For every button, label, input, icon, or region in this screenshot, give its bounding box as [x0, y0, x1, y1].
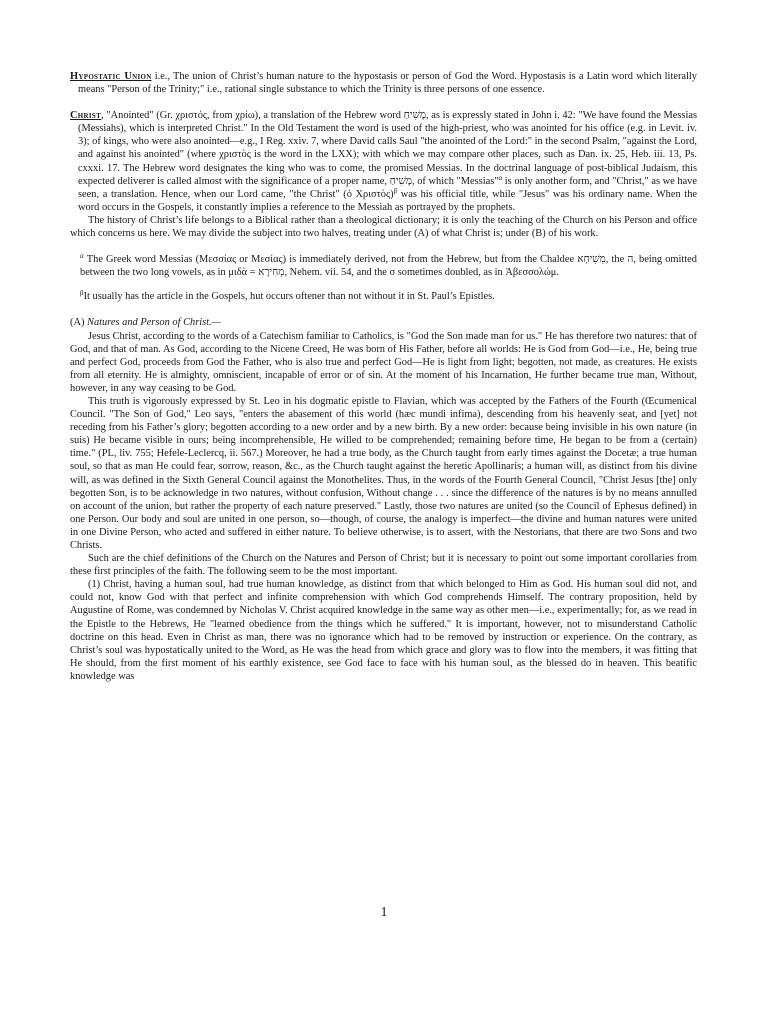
- footnote-ref: β: [393, 186, 398, 195]
- entry-heading: Christ: [70, 110, 102, 122]
- paragraph: (1) Christ, having a human soul, had true human knowledge, as distinct from that which belonged to Him as God. His human soul did not, and could not, know God with that perfect and infinite comprehension with which God comprehends Himself. The contrary proposition, held by Augustine of Rome, was condemned by Nicholas V. Christ acquired knowledge in the same way as other men—i.e., experimentally; for, as we read in the Epistle to the Hebrews, He "learned obedience from the things which he suffered." It is important, however, not to misunderstand Catholic doctrine on this head. Even in Christ as man, there was no ignorance which had to be removed by instruction or experience. On the contrary, as Christ’s soul was hypostatically united to the Word, as He was the head from which grace and glory was to flow into the members, it was fitting that He should, from the first moment of his earthly existence, see God face to face with his human soul, as the blessed do in heaven. This beatific knowledge was: [70, 579, 697, 682]
- footnote-text: The Greek word Messias (Μεσσίας or Μεσίας) is immediately derived, not from the Hebrew, but from the Chaldee מְשִׁיחָא, the ה, being omitted between the two long vowels, as in μιδὰ = מְחִירָא, Nehem. vii. 54, and the σ sometimes doubled, as in Ἀβεσσολώμ.: [80, 254, 697, 279]
- entry-heading: Hypostatic Union: [70, 71, 152, 82]
- entry-text: was his official title, while "Jesus" was his ordinary name. When the word occurs in the Gospels, it constantly implies a reference to the Messiah as portrayed by the prophets.: [78, 188, 697, 213]
- entry-christ: [70, 109, 697, 214]
- paragraph: Jesus Christ, according to the words of a Catechism familiar to Catholics, is "God the Son made man for us." He has therefore two natures: that of God, and that of man. As God, according to the Nicene Creed, He was born of His Father, before all worlds: He is God from God—i.e., He, being true and perfect God, proceeds from God the Father, who is also true and perfect God—He is light from light; begotten, not made, as creatures. He exists from all eternity. He is almighty, omniscient, incapable of error or of sin. At the moment of his Incarnation, He further became true man, Without, however, in any way ceasing to be God.: [70, 330, 697, 394]
- document-page: [70, 70, 697, 683]
- entry-hypostatic-union: [70, 70, 697, 96]
- entry-text: , "Anointed" (Gr. χριστός, from χρίω), a translation of the Hebrew word מָשִׁיחַ, as is expressly stated in John i. 42: "We have found the Messias (Messiahs), which is interpreted Christ." In the Old Testament the word is used of the high-priest, who was anointed for his office (e.g. in Levit. iv. 3); of kings, who were also anointed—e.g., I Reg. xxiv. 7, where David calls Saul "the anointed of the Lord:" in the second Psalm, "against the Lord, and against his anointed" (where χριστὸς is the word in the LXX); with which we may compare other places, such as Dan. ix. 25, Heb. iii. 13, Ps. cxxxi. 17. The Hebrew word designates the king who was to come, the promised Messias. In the doctrinal language of post-biblical Judaism, this expected deliverer is called almost with the significance of a proper name, מָשִׁיחַ, of which "Messias": [78, 110, 697, 187]
- footnote-mark: β: [80, 289, 84, 298]
- footnote-alpha: [70, 253, 697, 279]
- paragraph: This truth is vigorously expressed by St. Leo in his dogmatic epistle to Flavian, which was accepted by the Fathers of the Fourth (Œcumenical Council. "The Son of God," Leo says, "enters the abasement of this world (hæc mundi infima), descending from his heavenly seat, and [yet] not receding from his Father’s glory; begotten according to a new order and by a new birth. By a new order: because being invisible in his own nature (in suis) He became visible in ours; being incomprehensible, He willed to be comprehended; remaining before time, He began to be from a (certain) time." (PL, liv. 755; Hefele-Leclercq, ii. 567.) Moreover, he had a true body, as the Church taught from early times against the Docetæ; a true human soul, so that as man He could fear, sorrow, reason, &c., as the Church taught against the heretic Apollinaris; a human will, as distinct from his divine will, as was defined in the Sixth General Council against the Monothelites. Thus, in the words of the Fourth General Council, "Christ Jesus [the] only begotten Son, is to be acknowledge in two natures, without confusion, Without change . . . since the difference of the natures is by no means annulled on account of the union, but rather the property of each nature preserved." Lastly, those two natures are united (so the Council of Ephesus defined) in one Person. Our body and soul are united in one person, so—though, of course, the analogy is imperfect—the divine and human natures were united in one Divine Person, who acted and suffered in either nature. To believe otherwise, is to assert, with the Nestorians, that there are two Sons and two Christs.: [70, 395, 697, 551]
- section-heading: [70, 316, 697, 329]
- page-number: 1: [380, 905, 388, 920]
- section-label: (A): [70, 317, 85, 329]
- footnote-mark: α: [80, 252, 84, 261]
- paragraph: Such are the chief definitions of the Church on the Natures and Person of Christ; but it is necessary to point out some important corollaries from these first principles of the faith. The following seem to be the most important.: [70, 553, 697, 578]
- footnote-ref: α: [498, 173, 503, 182]
- entry-text: i.e., The union of Christ’s human nature to the hypostasis or person of God the Word. Hypostasis is a Latin word which literally means "Person of the Trinity;" i.e., rational single substance to which the Trinity is three persons of one essence.: [78, 71, 697, 96]
- entry-text: is only another form, and "Christ," as we have seen, a translation. Hence, when our Lord came, "the Christ" (ὁ Χριστὸς): [78, 175, 697, 200]
- footnote-beta: [70, 290, 697, 303]
- section-title: Natures and Person of Christ.—: [87, 317, 221, 329]
- footnote-text: It usually has the article in the Gospels, hut occurs oftener than not without it in St. Paul’s Epistles.: [83, 291, 495, 303]
- paragraph: The history of Christ’s life belongs to a Biblical rather than a theological dictionary; it is only the teaching of the Church on his Person and office which concerns us here. We may divide the subject into two halves, treating under (A) of what Christ is; under (B) of his work.: [70, 214, 697, 240]
